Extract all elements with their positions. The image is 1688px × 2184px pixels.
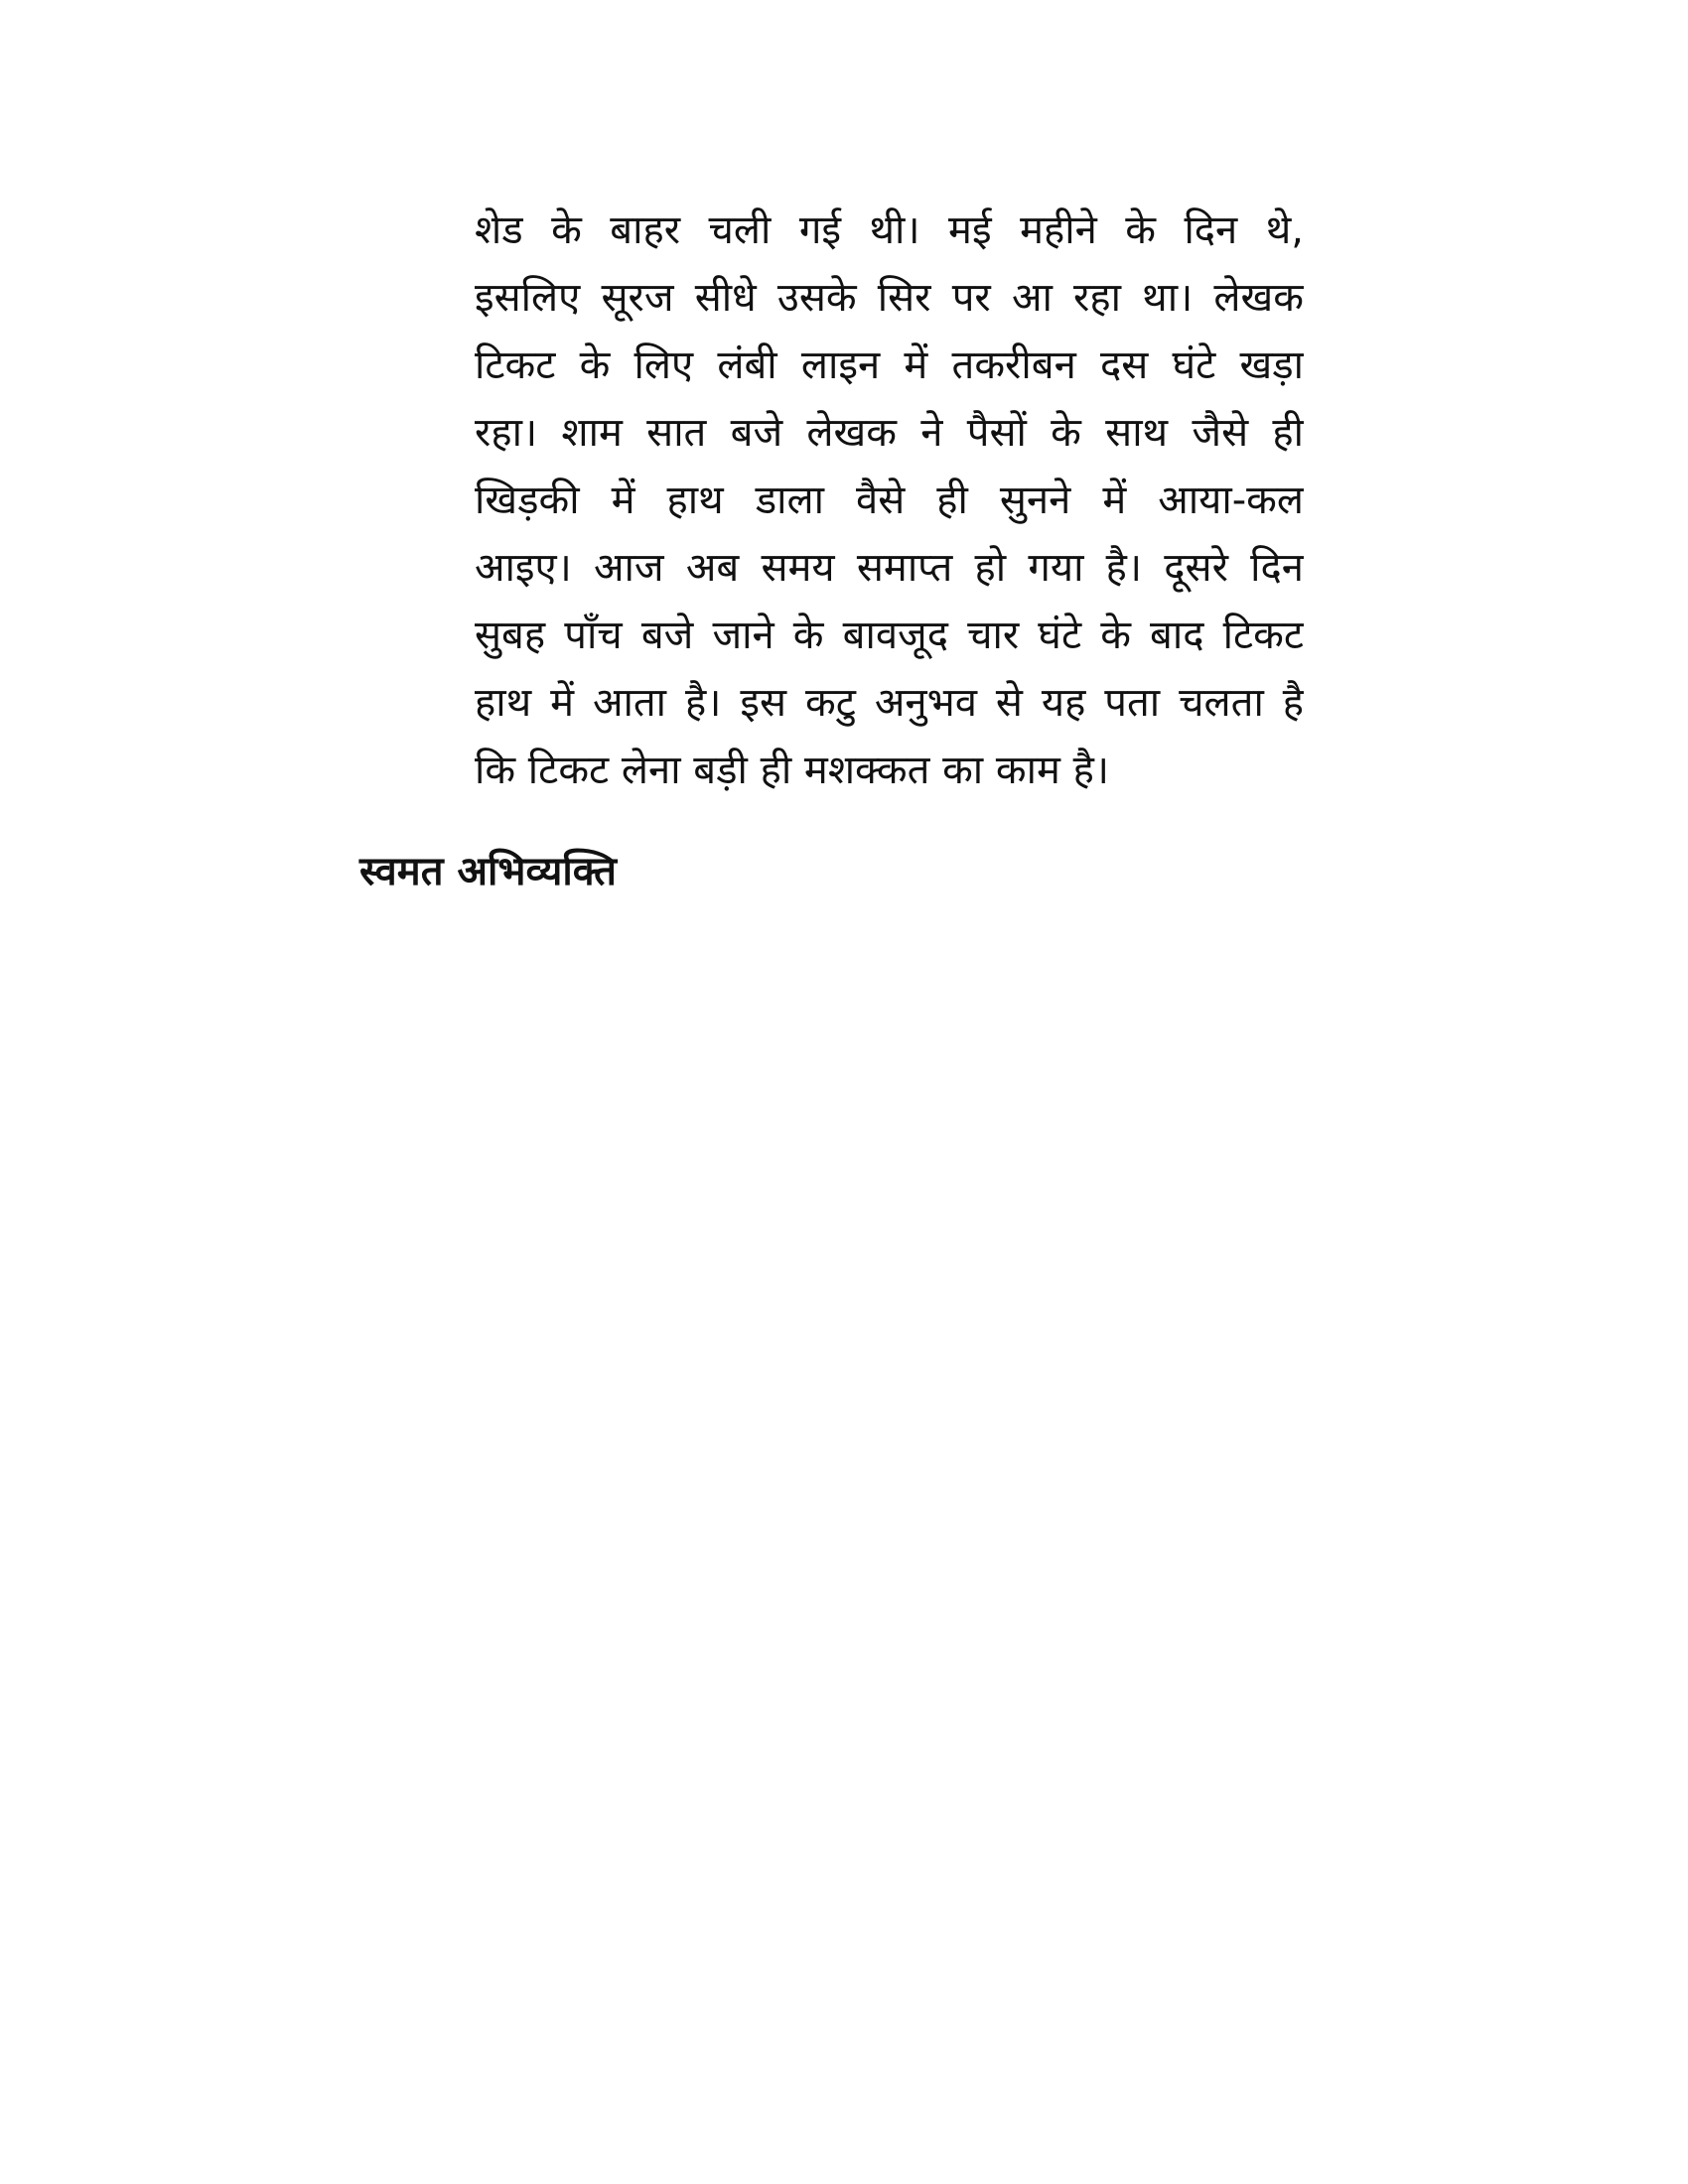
paragraph-line-3: टिकट के लिए लंबी लाइन में तकरीबन दस घंटे खड़ा — [475, 342, 1304, 388]
section-heading: स्वमत अभिव्यक्ति — [359, 849, 617, 894]
paragraph-line-9: कि टिकट लेना बड़ी ही मशक्कत का काम है। — [475, 748, 1109, 793]
body-paragraph — [475, 197, 1304, 804]
paragraph-line-1: शेड के बाहर चली गई थी। मई महीने के दिन थे, — [475, 207, 1304, 253]
paragraph-line-7: सुबह पाँच बजे जाने के बावजूद चार घंटे के बाद टिकट — [475, 613, 1304, 658]
paragraph-line-5: खिड़की में हाथ डाला वैसे ही सुनने में आया-कल — [475, 478, 1304, 523]
paragraph-line-6: आइए। आज अब समय समाप्त हो गया है। दूसरे दिन — [475, 545, 1304, 591]
paragraph-line-4: रहा। शाम सात बजे लेखक ने पैसों के साथ जैसे ही — [475, 410, 1304, 456]
paragraph-line-2: इसलिए सूरज सीधे उसके सिर पर आ रहा था। लेखक — [475, 275, 1304, 321]
paragraph-line-8: हाथ में आता है। इस कटु अनुभव से यह पता चलता है — [475, 680, 1304, 726]
